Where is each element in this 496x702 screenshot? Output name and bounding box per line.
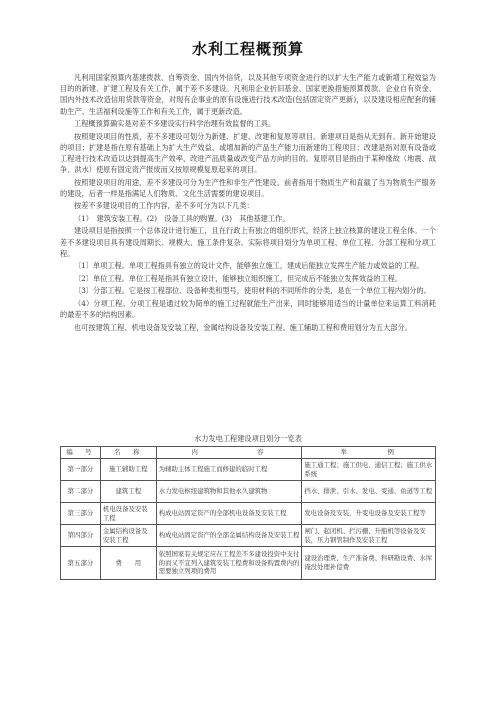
table-row (61, 525, 436, 547)
cell-name: 金属结构设备及安装工程 (100, 525, 156, 547)
cell-number: 第二部分 (61, 481, 101, 503)
project-division-table (60, 446, 436, 580)
table-row (61, 547, 436, 580)
paragraph: 〔2〕单位工程。单位工程是指具有独立设计，能够独立组织施工，但完成后不能独立发挥效益的工程。 (74, 273, 403, 283)
cell-number: 第三部分 (61, 503, 101, 525)
paragraph: 〔3〕分部工程。它是按工程部位、设备种类和型号，使用材料的不同所作的分类，是在一个单位工程内划分的。 (74, 286, 431, 296)
paragraph: 按照建设项目的用途，差不多建设可分为生产性和非生产性建设。前者指用于物质生产和直截了当为物质生产服务的建设，后者一样是指满足人们物质、文化生活需要的建设项目。 (60, 177, 436, 198)
cell-number: 第四部分 (61, 525, 101, 547)
header-number: 编 号 (61, 447, 101, 459)
cell-example: 挡水、排泄、引水、发电、变通、鱼道等工程 (302, 481, 436, 503)
cell-name: 建筑工程 (100, 481, 156, 503)
paragraph: （1） 建筑安装工程。(2) 设备工具的购置。(3) 其他基建工作。 (74, 213, 290, 223)
cell-content: 构成电站固定资产的全部机电设备及安装工程 (156, 503, 302, 525)
document-title: 水利工程概预算 (191, 40, 304, 58)
cell-example: 闸门、起闭机、拦污栅、升船机等设备及安装，压力钢管制作及安装工程 (302, 525, 436, 547)
header-example: 举 例 (302, 447, 436, 459)
cell-content: 水力发电枢纽建筑物和其他永久建筑物 (156, 481, 302, 503)
header-content: 内 容 (156, 447, 302, 459)
paragraph: 建设项目是指按照一个总体设计进行施工，且在行政上有独立的组织形式，经济上独立核算的建设工程全体。一个差不多建设项目具有建设周期长、规模大、施工条件复杂。实际将项目划分为单项工程、单位工程、分部工程和分项工程。 (60, 226, 436, 258)
table-header-row (61, 447, 436, 459)
paragraph: 凡利用国家预算内基建拨款、自筹资金、国内外信贷，以及其他专项资金进行的以扩大生产能力或新增工程效益为目的的新建、扩建工程及有关工作，属于差不多建设。凡利用企业折旧基金、国家更换措施预算拨款、企业自有资金、国内外技术改造信用贷款等资金，对现有企事业的原有设施进行技术改造(包括固定资产更新)，以及建设相应配套的辅助生产、生活福利设施等工作和有关工作，属于更新改造。 (60, 73, 436, 116)
paragraph: 也可按建筑工程、机电设备及安装工程，金属结构设备及安装工程、施工辅助工程和费用划分为五大部分。 (74, 322, 412, 332)
paragraph: 〔1〕单项工程。单项工程指具有独立的设计文件，能够独立施工，建成后能独立发挥生产能力或效益的工程。 (74, 261, 424, 271)
paragraph: 工程概预算确实是对差不多建设实行科学治理有效监督的工具。 (74, 119, 276, 129)
table-row (61, 503, 436, 525)
cell-content: 构成电站固定资产的全部金属结构设备及安装工程 (156, 525, 302, 547)
cell-number: 第一部分 (61, 459, 101, 481)
cell-name: 机电设备及安装工程 (100, 503, 156, 525)
paragraph: 按差不多建设项目的工作内容，差不多可分为以下几类： (74, 201, 254, 211)
cell-example: 发电设备及安装，升变电设备及安装工程等 (302, 503, 436, 525)
document-body (60, 72, 436, 334)
cell-name: 费 用 (100, 547, 156, 580)
cell-example: 建设治理费、生产准备费、科研勘设费、水库淹没处理补偿费 (302, 547, 436, 580)
cell-content: 依照国家有关规定应在工程差不多建设投资中支付的而又不宜列入建筑安装工程费和设备购置费内的需要独立列项的费用 (156, 547, 302, 580)
header-name: 名 称 (100, 447, 156, 459)
paragraph: 按照建设项目的性质，差不多建设可划分为新建、扩建、改建和复原等项目。新建项目是指从无到有、新开始建设的项目；扩建是指在原有基础上为扩大生产效益、或增加新的产品生产能力而新建的工程项目；改建是指对原有设备或工程进行技术改造以达到提高生产效率、改进产品质量或改变产品方向的目的。复原项目是指由于某种缘故（地震、战争、洪水）使原有固定资产报废而又按原规模复原起来的项目。 (60, 131, 436, 175)
table-row (61, 459, 436, 481)
table-row (61, 481, 436, 503)
cell-name: 施工辅助工程 (100, 459, 156, 481)
cell-number: 第五部分 (61, 547, 101, 580)
table-caption: 水力发电工程建设项目划分一览表 (194, 434, 302, 443)
cell-example: 施工通工程；施工供电、通信工程；施工供水系统 (302, 459, 436, 481)
cell-content: 为辅助主体工程施工而修建的临时工程 (156, 459, 302, 481)
paragraph: （4）分项工程。分项工程是通过较为简单的施工过程就能生产出来，同时能够用适当的计量单位来运算工料消耗的最差不多的结构因素。 (60, 298, 436, 320)
